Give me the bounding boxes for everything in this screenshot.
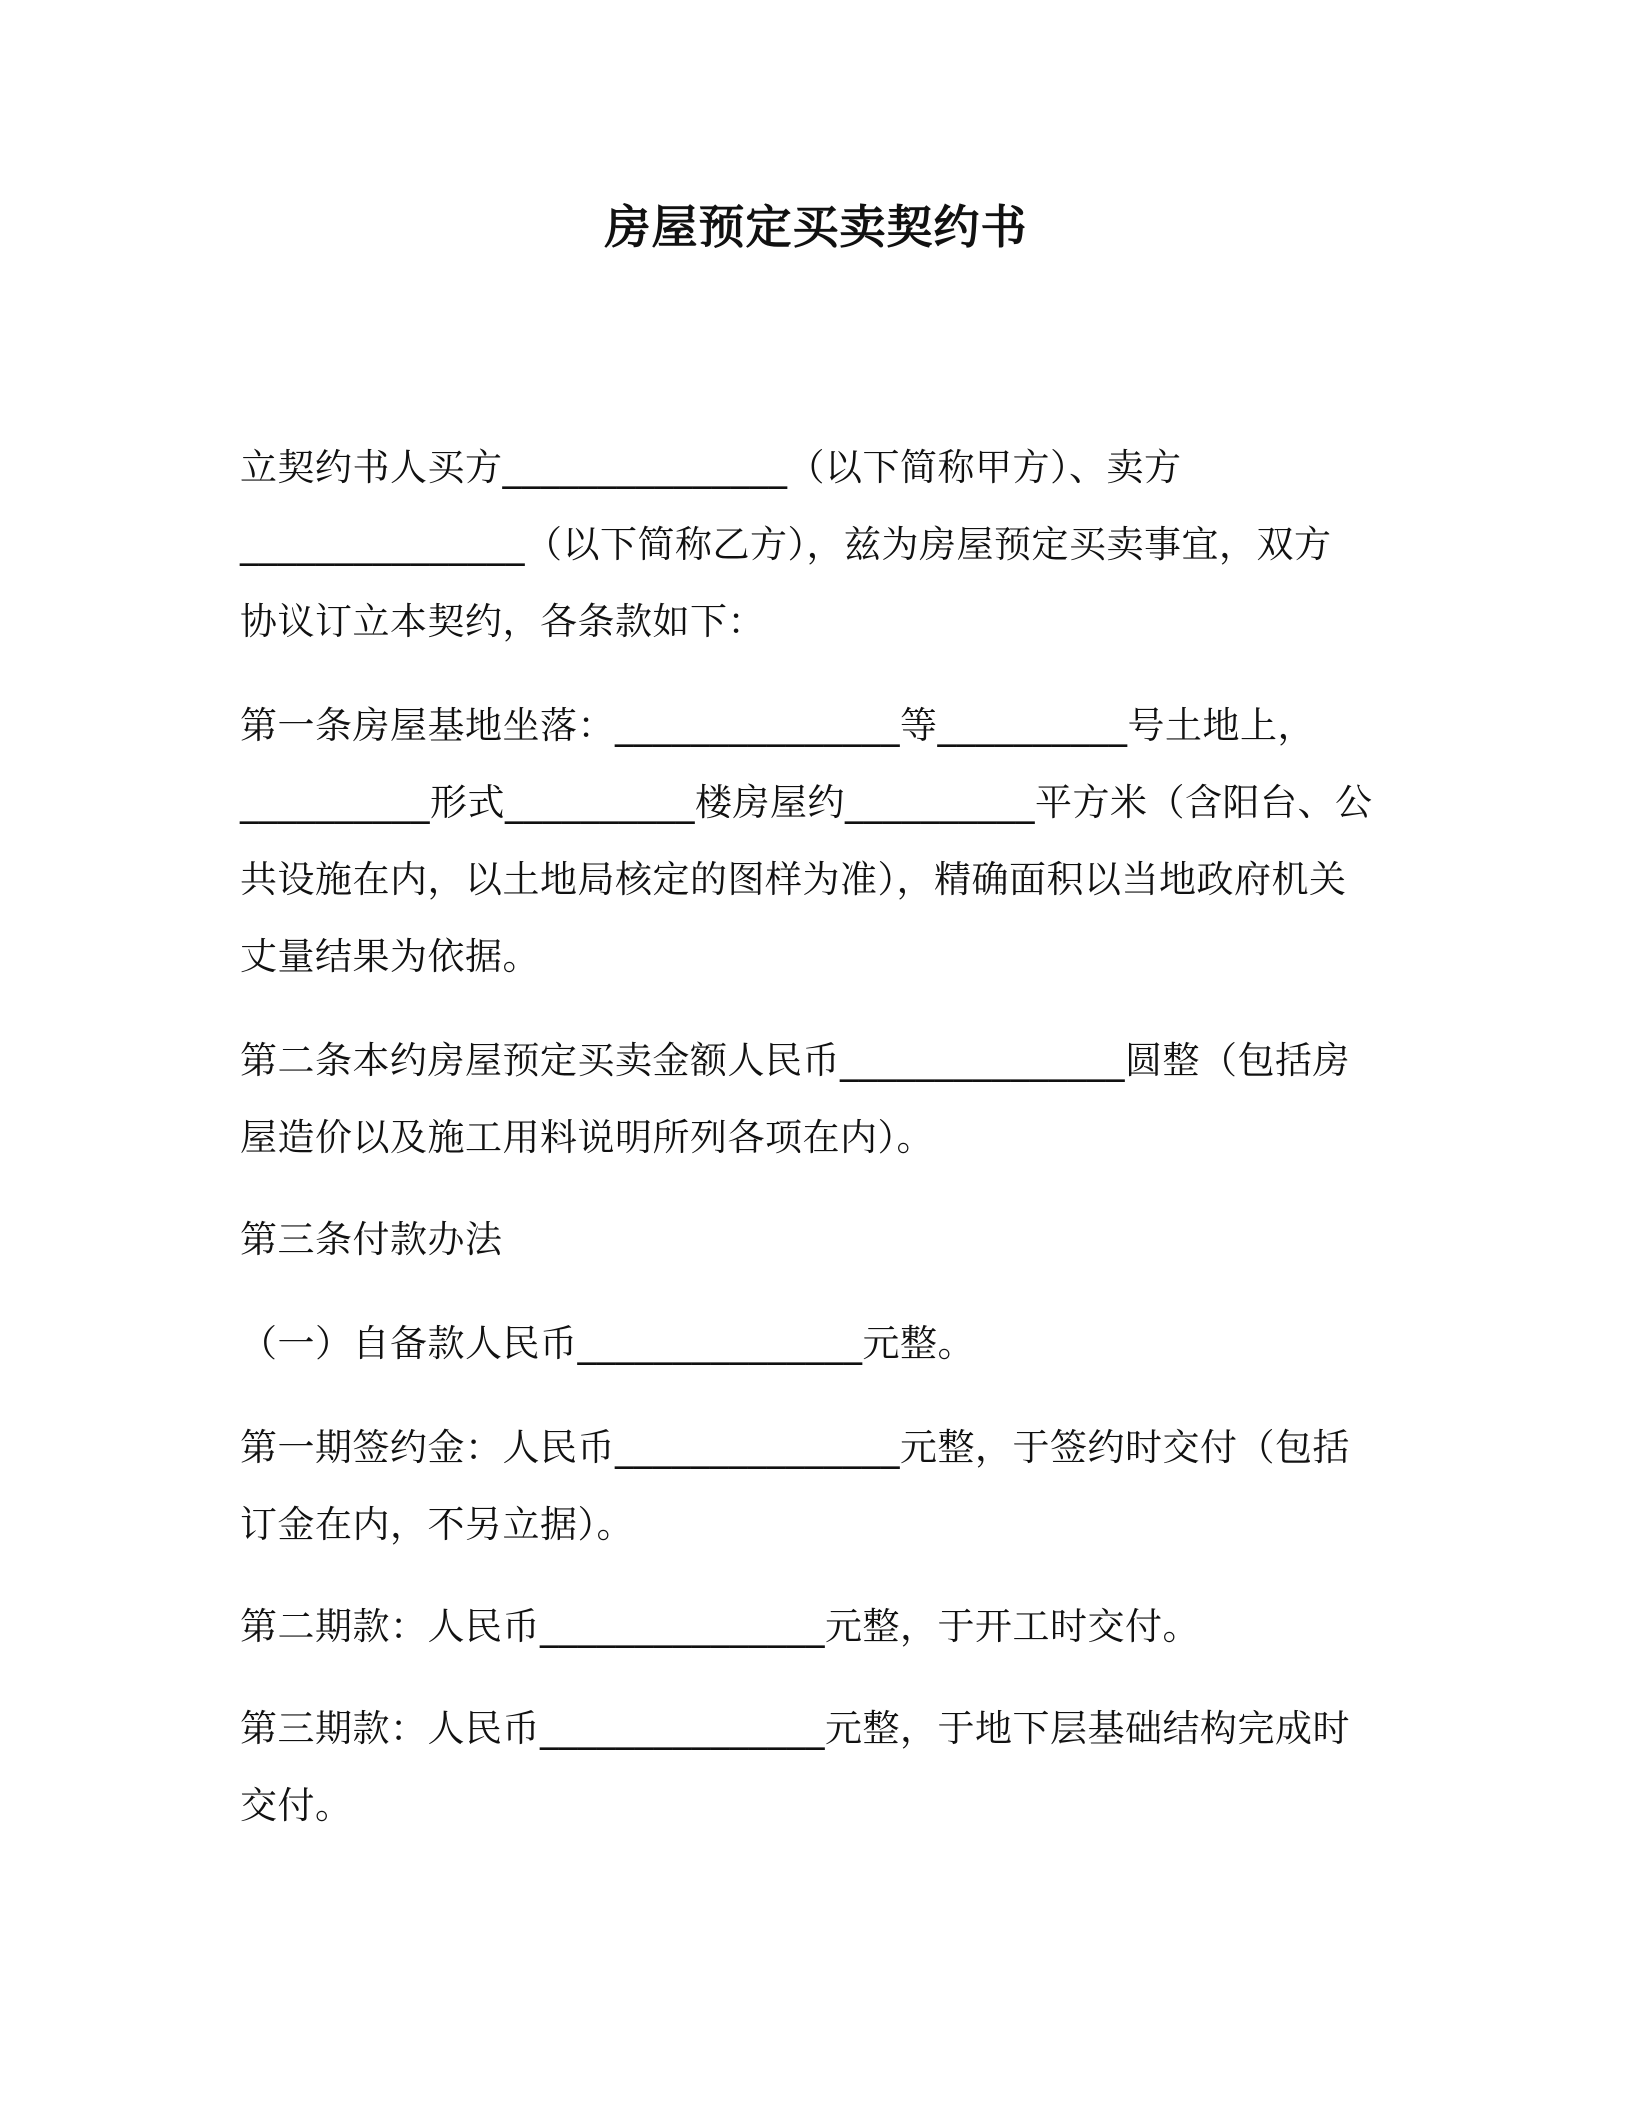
self-funds-line: （一）自备款人民币_______________元整。	[240, 1322, 975, 1365]
installment-1-line-2: 订金在内，不另立据）。	[240, 1503, 634, 1546]
article-2-line-2: 屋造价以及施工用料说明所列各项在内）。	[240, 1116, 934, 1159]
document-title: 房屋预定买卖契约书	[604, 200, 1028, 254]
article-3-heading: 第三条付款办法	[240, 1218, 503, 1261]
article-1-line-4: 丈量结果为依据。	[240, 935, 540, 978]
intro-line-2: _______________（以下简称乙方），兹为房屋预定买卖事宜，双方	[240, 523, 1332, 566]
article-1-line-1: 第一条房屋基地坐落：_______________等__________号土地上，	[240, 704, 1315, 747]
installment-1-line-1: 第一期签约金：人民币_______________元整，于签约时交付（包括	[240, 1426, 1350, 1469]
intro-line-3: 协议订立本契约，各条款如下：	[240, 600, 765, 643]
article-1-line-3: 共设施在内，以土地局核定的图样为准），精确面积以当地政府机关	[240, 858, 1347, 901]
intro-line-1: 立契约书人买方_______________（以下简称甲方）、卖方	[240, 446, 1182, 489]
installment-3-line-2: 交付。	[240, 1784, 353, 1827]
article-2-line-1: 第二条本约房屋预定买卖金额人民币_______________圆整（包括房	[240, 1039, 1350, 1082]
article-1-line-2: __________形式__________楼房屋约__________平方米（含阳台、公	[240, 781, 1373, 824]
installment-2-line: 第二期款：人民币_______________元整，于开工时交付。	[240, 1605, 1200, 1648]
installment-3-line-1: 第三期款：人民币_______________元整，于地下层基础结构完成时	[240, 1707, 1350, 1750]
